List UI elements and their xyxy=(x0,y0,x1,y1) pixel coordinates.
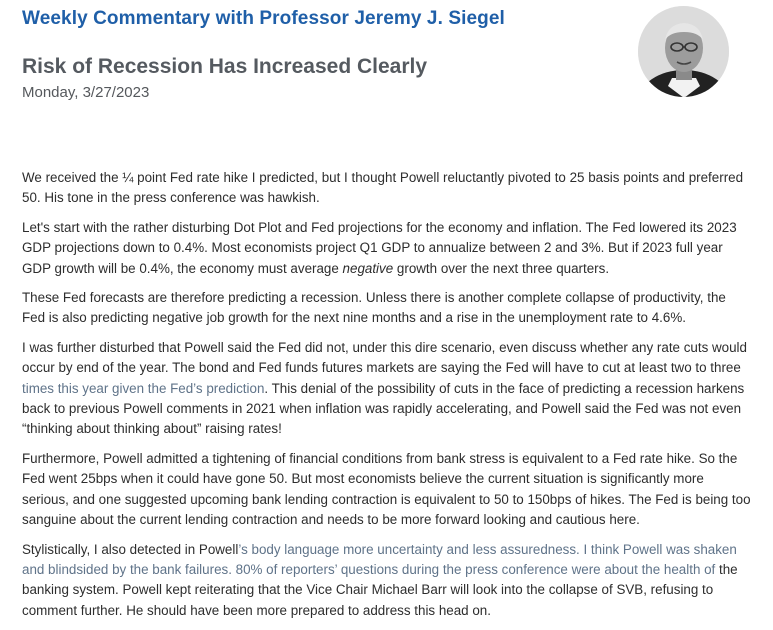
paragraph-text: . This denial of the possibility of cuts in the face of predicting a recession harkens back to previous Powell comments in 2021 when inflation was rapidly accelerating, and Powell said the Fed was not even “thinking about thinking about” raising rates! xyxy=(22,380,745,437)
series-title: Weekly Commentary with Professor Jeremy J. Siegel xyxy=(22,8,505,29)
emphasis-text: negative xyxy=(342,260,394,276)
portrait-photo-icon xyxy=(638,6,729,97)
paragraph-text: We received the ¼ point Fed rate hike I predicted, but I thought Powell reluctantly pivoted to 25 basis points and preferred 50. His tone in the press conference was hawkish. xyxy=(22,170,744,206)
page-title: Risk of Recession Has Increased Clearly xyxy=(22,55,428,78)
muted-text: ’s body language more uncertainty and less assuredness. I think Powell was shaken and blindsided by the bank failures. 80% of reporters’ questions during the press conference were about the health of xyxy=(22,541,737,577)
paragraph-text: Let's start with the rather disturbing Dot Plot and Fed projections for the economy and inflation. The Fed lowered its 2023 GDP projections down to 0.4%. Most economists project Q1 GDP to annualize between 2 and 3%. But if 2023 full year GDP growth will be 0.4%, the economy must average xyxy=(22,219,737,276)
paragraph xyxy=(22,540,752,622)
paragraph-text: Stylistically, I also detected in Powell xyxy=(22,541,239,557)
article-body xyxy=(22,168,752,630)
paragraph-text: These Fed forecasts are therefore predicting a recession. Unless there is another complete collapse of productivity, the Fed is also predicting negative job growth for the next nine months and a rise in the unemployment rate to 4.6%. xyxy=(22,290,726,326)
muted-text: times this year given the Fed’s prediction xyxy=(22,380,265,396)
author-avatar xyxy=(638,6,729,97)
paragraph-text: growth over the next three quarters. xyxy=(393,260,610,276)
paragraph-text: Furthermore, Powell admitted a tightening of financial conditions from bank stress is equivalent to a Fed rate hike. So the Fed went 25bps when it could have gone 50. But most economists believe the current situation is significantly more serious, and one suggested upcoming bank lending contraction is equivalent to 50 to 150bps of hikes. The Fed is being too sanguine about the current lending contraction and needs to be more forward looking and cautious here. xyxy=(22,450,751,528)
publish-date: Monday, 3/27/2023 xyxy=(22,84,150,101)
paragraph xyxy=(22,449,752,531)
paragraph xyxy=(22,338,752,440)
article-header xyxy=(22,6,622,103)
paragraph-text: the banking system. Powell kept reiterating that the Vice Chair Michael Barr will look into the collapse of SVB, refusing to comment further. He should have been more prepared to address this head on. xyxy=(22,561,738,618)
paragraph-text: I was further disturbed that Powell said the Fed did not, under this dire scenario, even discuss whether any rate cuts would occur by end of the year. The bond and Fed funds futures markets are saying the Fed will have to cut at least two to three xyxy=(22,339,747,376)
paragraph xyxy=(22,288,752,329)
paragraph xyxy=(22,168,752,209)
paragraph xyxy=(22,218,752,279)
